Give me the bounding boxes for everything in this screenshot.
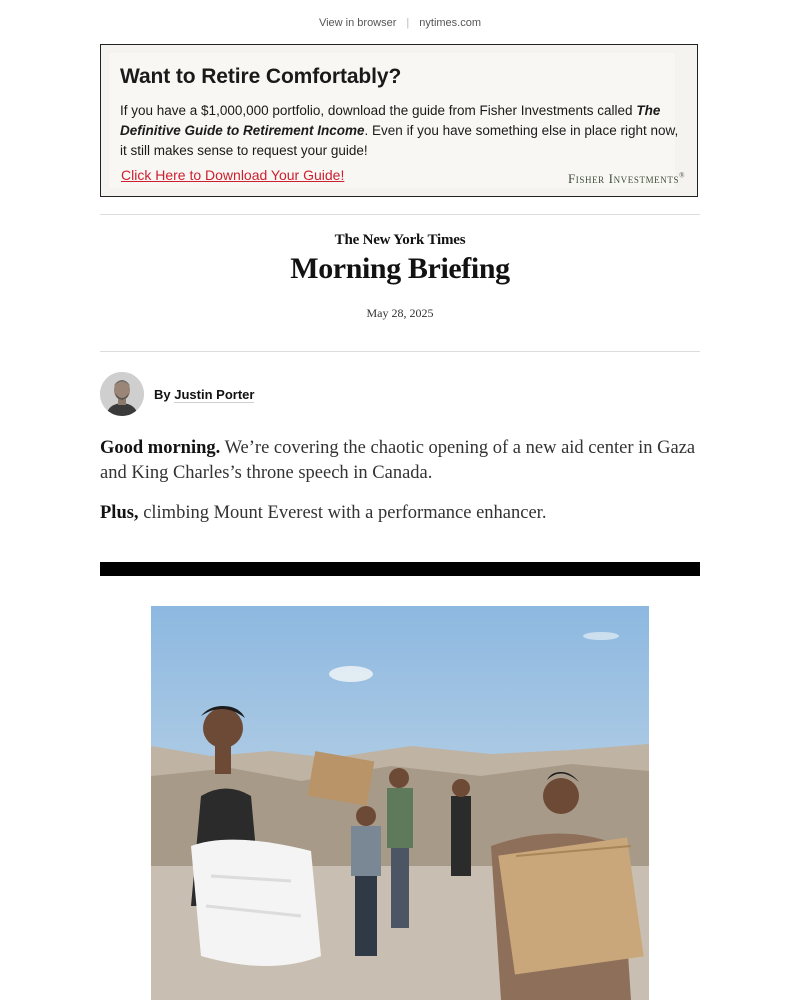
author-byline xyxy=(100,372,254,416)
top-links xyxy=(0,17,800,29)
brand-registered-mark: ® xyxy=(679,171,685,180)
ad-headline: Want to Retire Comfortably? xyxy=(120,65,402,88)
byline-text xyxy=(154,387,254,402)
author-avatar xyxy=(100,372,144,416)
ad-body-text-1: If you have a $1,000,000 portfolio, download the guide from Fisher Investments called xyxy=(120,103,633,118)
author-name-link[interactable]: Justin Porter xyxy=(174,386,255,402)
intro-text: We’re covering the chaotic opening of a new aid center in Gaza and King Charles’s throne speech in Canada. xyxy=(100,438,696,483)
plus-label: Plus, xyxy=(100,503,139,523)
nyt-masthead-logo: The New York Times xyxy=(334,232,466,248)
divider-bottom xyxy=(100,351,700,352)
fisher-investments-logo xyxy=(568,171,685,187)
photo-illustration xyxy=(151,606,649,1000)
advertisement-banner[interactable] xyxy=(100,44,698,197)
plus-paragraph xyxy=(100,501,700,526)
view-in-browser-link[interactable]: View in browser xyxy=(318,17,397,29)
section-divider-bar xyxy=(100,562,700,576)
ad-download-link[interactable]: Click Here to Download Your Guide! xyxy=(121,167,345,183)
ad-guide-title: The Definitive Guide to Retirement Income xyxy=(120,103,661,138)
avatar-portrait xyxy=(100,372,144,416)
brand-name: Fisher Investments xyxy=(567,171,680,186)
ad-body xyxy=(120,101,680,161)
greeting: Good morning. xyxy=(100,438,221,458)
link-separator: | xyxy=(406,17,410,29)
intro-paragraph xyxy=(100,436,700,486)
nytimes-link[interactable]: nytimes.com xyxy=(419,17,482,29)
gaza-aid-photo[interactable] xyxy=(151,606,649,1000)
ad-body-text-2: . Even if you have something else in place right now, it still makes sense to request your guide! xyxy=(120,123,679,158)
newsletter-date: May 28, 2025 xyxy=(366,306,434,320)
plus-text: climbing Mount Everest with a performance enhancer. xyxy=(138,503,547,523)
divider-top xyxy=(100,214,700,215)
byline-prefix: By xyxy=(154,386,171,402)
newsletter-title: Morning Briefing xyxy=(290,252,510,285)
